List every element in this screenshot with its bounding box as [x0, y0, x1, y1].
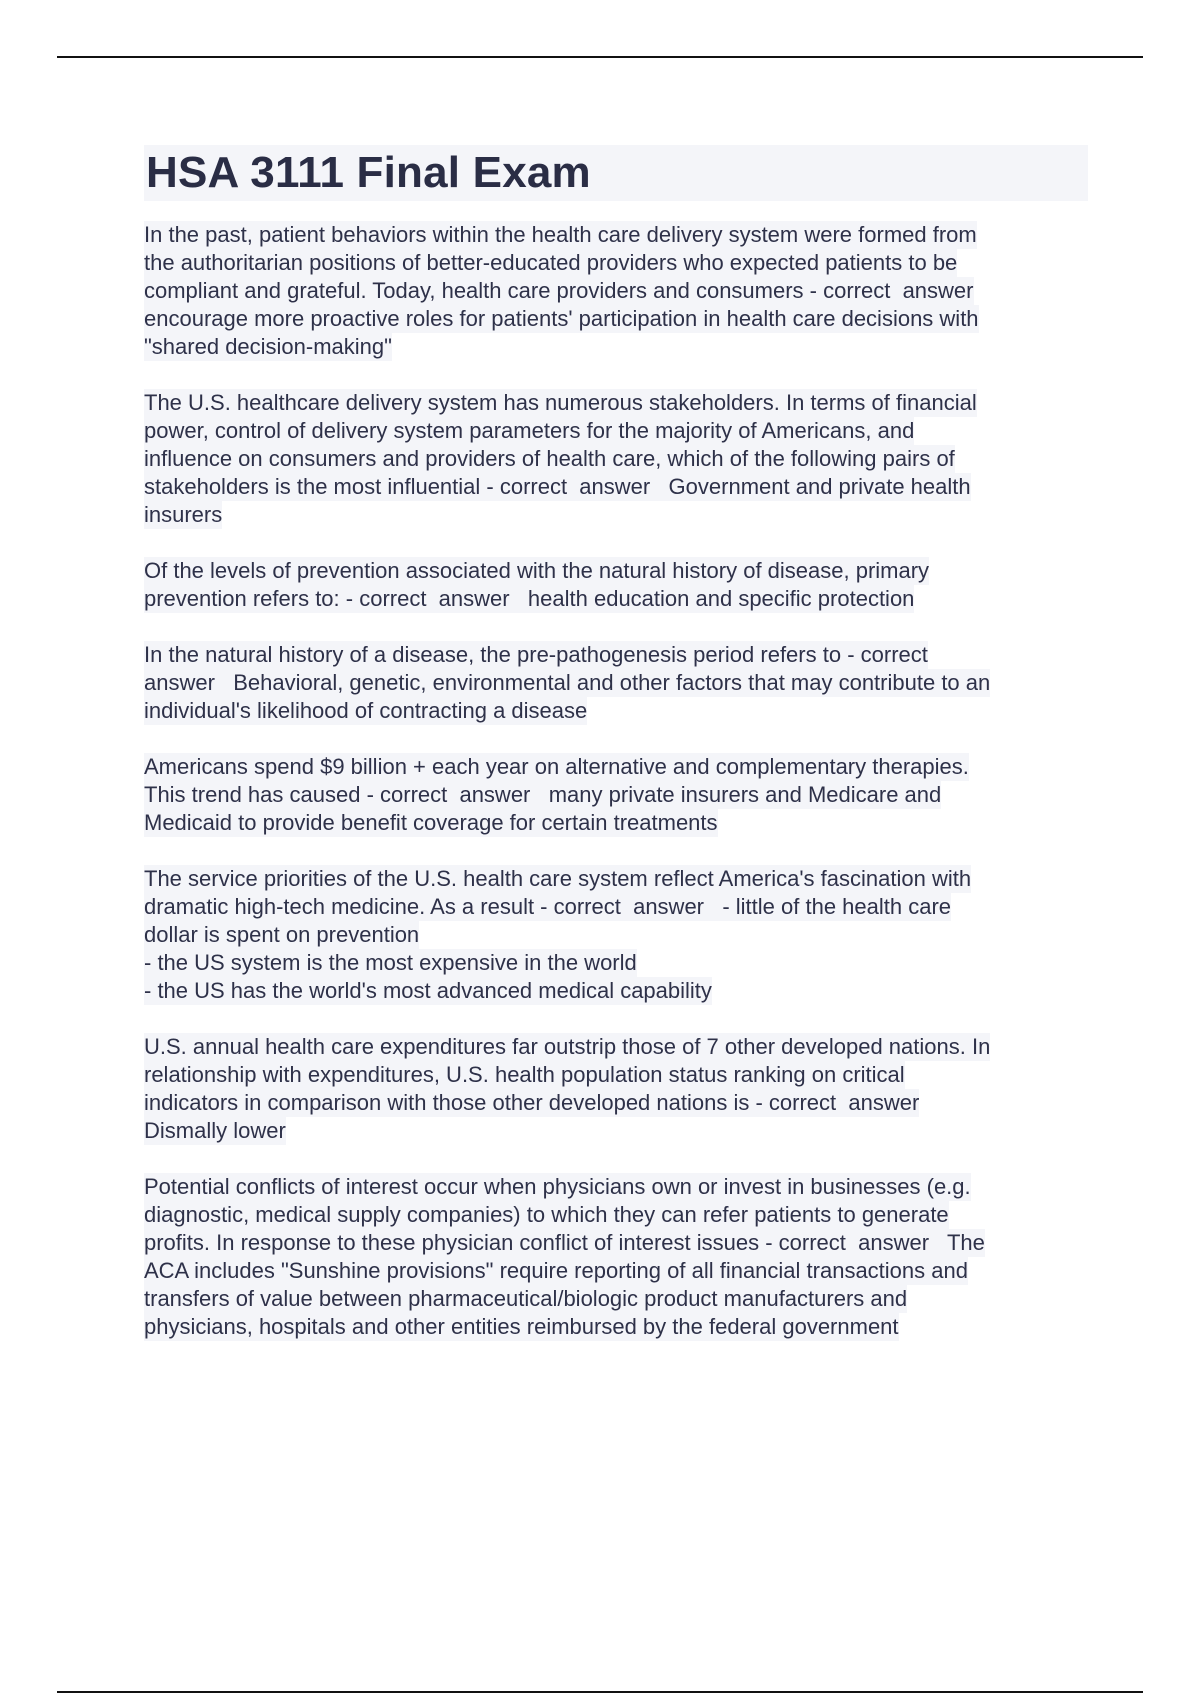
qa-line: profits. In response to these physician conflict of interest issues - correct answer The: [144, 1230, 985, 1255]
qa-line: indicators in comparison with those other developed nations is - correct answer: [144, 1090, 920, 1115]
qa-line: Dismally lower: [144, 1118, 286, 1143]
qa-line: Medicaid to provide benefit coverage for certain treatments: [144, 810, 718, 835]
qa-line: power, control of delivery system parameters for the majority of Americans, and: [144, 418, 915, 443]
qa-line: The service priorities of the U.S. health care system reflect America's fascination with: [144, 866, 972, 891]
qa-item: [144, 753, 1088, 837]
qa-line: individual's likelihood of contracting a disease: [144, 698, 588, 723]
qa-line: - the US system is the most expensive in the world: [144, 950, 637, 975]
qa-item: [144, 865, 1088, 1005]
qa-line: In the past, patient behaviors within the health care delivery system were formed from: [144, 222, 977, 247]
qa-line: ACA includes "Sunshine provisions" require reporting of all financial transactions and: [144, 1258, 968, 1283]
qa-line: stakeholders is the most influential - correct answer Government and private health: [144, 474, 971, 499]
qa-line: dollar is spent on prevention: [144, 922, 420, 947]
qa-line: This trend has caused - correct answer many private insurers and Medicare and: [144, 782, 942, 807]
document-body: [144, 145, 1088, 1369]
qa-line: - the US has the world's most advanced medical capability: [144, 978, 712, 1003]
qa-line: Of the levels of prevention associated with the natural history of disease, primary: [144, 558, 930, 583]
qa-line: relationship with expenditures, U.S. health population status ranking on critical: [144, 1062, 905, 1087]
qa-line: prevention refers to: - correct answer health education and specific protection: [144, 586, 915, 611]
qa-item: [144, 641, 1088, 725]
qa-line: physicians, hospitals and other entities reimbursed by the federal government: [144, 1314, 899, 1339]
qa-line: diagnostic, medical supply companies) to which they can refer patients to generate: [144, 1202, 949, 1227]
qa-line: encourage more proactive roles for patients' participation in health care decisions with: [144, 306, 979, 331]
qa-line: the authoritarian positions of better-educated providers who expected patients to be: [144, 250, 958, 275]
qa-item: [144, 557, 1088, 613]
qa-item: [144, 221, 1088, 361]
qa-line: The U.S. healthcare delivery system has numerous stakeholders. In terms of financial: [144, 390, 977, 415]
qa-line: "shared decision-making": [144, 334, 392, 359]
qa-line: transfers of value between pharmaceutical/biologic product manufacturers and: [144, 1286, 908, 1311]
qa-line: dramatic high-tech medicine. As a result - correct answer - little of the health care: [144, 894, 952, 919]
qa-line: compliant and grateful. Today, health care providers and consumers - correct answer: [144, 278, 974, 303]
qa-line: Potential conflicts of interest occur when physicians own or invest in businesses (e.g.: [144, 1174, 971, 1199]
qa-line: U.S. annual health care expenditures far outstrip those of 7 other developed nations. In: [144, 1034, 991, 1059]
page-title: HSA 3111 Final Exam: [144, 145, 1088, 201]
qa-item: [144, 389, 1088, 529]
header-rule: [57, 56, 1143, 58]
qa-line: insurers: [144, 502, 223, 527]
footer-rule: [57, 1691, 1143, 1693]
qa-line: In the natural history of a disease, the pre-pathogenesis period refers to - correct: [144, 642, 928, 667]
qa-line: answer Behavioral, genetic, environmental and other factors that may contribute to an: [144, 670, 991, 695]
qa-line: Americans spend $9 billion + each year on alternative and complementary therapies.: [144, 754, 969, 779]
qa-item: [144, 1033, 1088, 1145]
qa-line: influence on consumers and providers of health care, which of the following pairs of: [144, 446, 955, 471]
qa-item: [144, 1173, 1088, 1341]
